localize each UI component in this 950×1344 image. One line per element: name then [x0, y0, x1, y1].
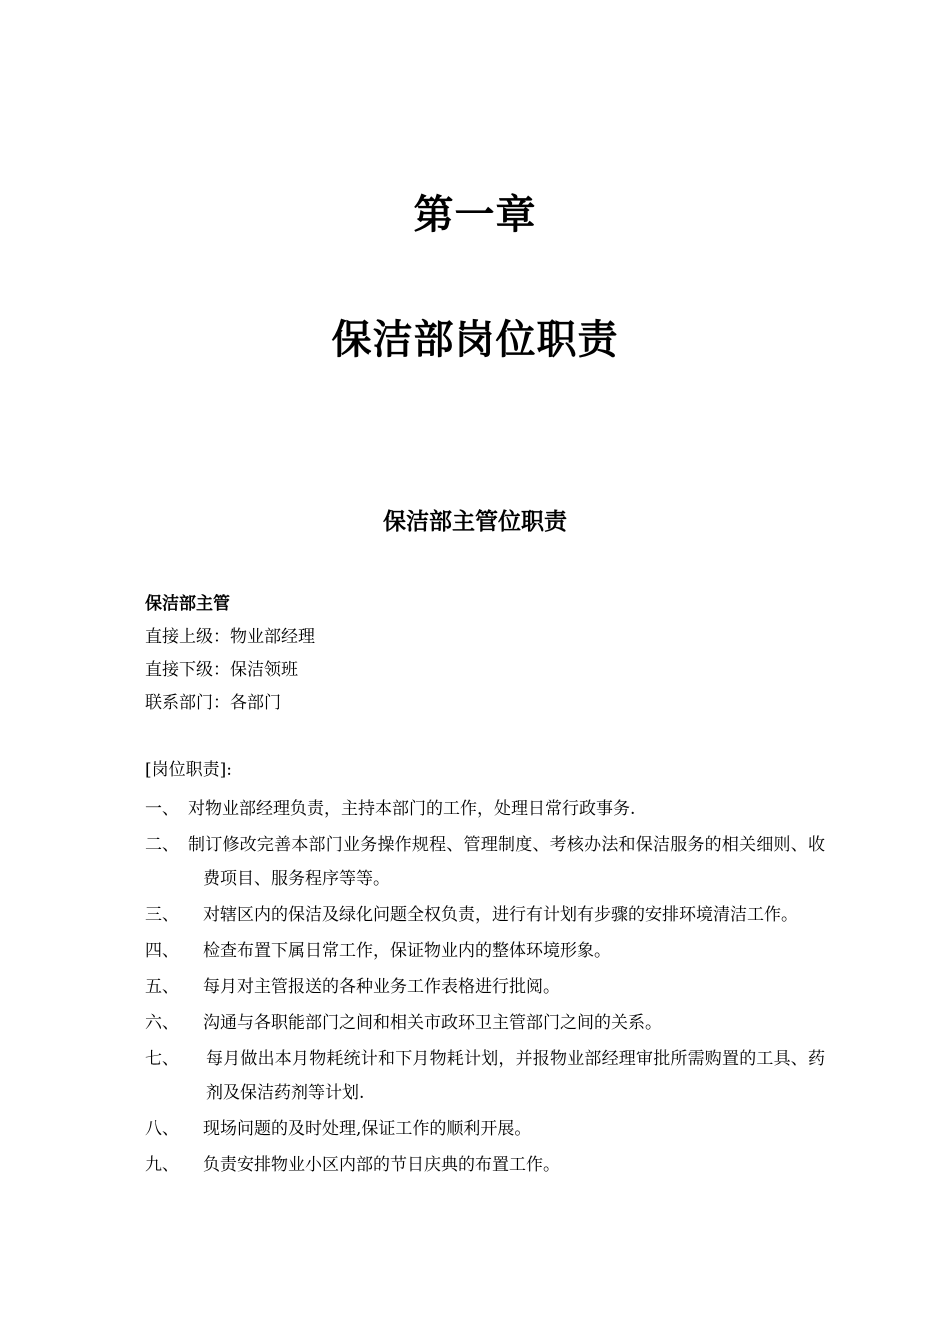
duties-list — [145, 792, 825, 1184]
duty-number: 九、 — [145, 1155, 179, 1175]
duty-number: 三、 — [145, 905, 179, 925]
duty-item — [145, 934, 825, 968]
duty-text: 沟通与各职能部门之间和相关市政环卫主管部门之间的关系。 — [203, 1013, 662, 1033]
duty-text: 对辖区内的保洁及绿化问题全权负责，进行有计划有步骤的安排环境清洁工作。 — [203, 905, 798, 925]
duty-text: 每月对主管报送的各种业务工作表格进行批阅。 — [203, 977, 560, 997]
role-info — [145, 588, 825, 720]
duties-heading: [岗位职责]: — [145, 760, 232, 780]
duty-item — [145, 828, 825, 896]
duty-item — [145, 970, 825, 1004]
duty-number: 七、 — [145, 1049, 179, 1069]
duty-number: 五、 — [145, 977, 179, 997]
direct-subordinate: 直接下级：保洁领班 — [145, 660, 298, 680]
liaison-departments: 联系部门：各部门 — [145, 693, 281, 713]
duty-text: 检查布置下属日常工作，保证物业内的整体环境形象。 — [203, 941, 611, 961]
duty-number: 二、 — [145, 835, 179, 855]
direct-superior: 直接上级：物业部经理 — [145, 627, 315, 647]
duty-item — [145, 792, 825, 826]
duty-text: 制订修改完善本部门业务操作规程、管理制度、考核办法和保洁服务的相关细则、收费项目、服务程序等等。 — [188, 835, 825, 889]
duty-item — [145, 898, 825, 932]
duty-text: 对物业部经理负责，主持本部门的工作，处理日常行政事务. — [188, 799, 636, 819]
duty-text: 负责安排物业小区内部的节日庆典的布置工作。 — [203, 1155, 560, 1175]
duty-number: 一、 — [145, 799, 179, 819]
document-title: 保洁部岗位职责 — [331, 317, 619, 363]
duty-item — [145, 1112, 825, 1146]
duty-text: 现场问题的及时处理,保证工作的顺利开展。 — [203, 1119, 532, 1139]
duty-number: 四、 — [145, 941, 179, 961]
duty-text: 每月做出本月物耗统计和下月物耗计划，并报物业部经理审批所需购置的工具、药剂及保洁药剂等计划. — [206, 1049, 825, 1103]
section-title: 保洁部主管位职责 — [383, 509, 567, 535]
duty-item — [145, 1042, 825, 1110]
duty-item — [145, 1148, 825, 1182]
role-name: 保洁部主管 — [145, 594, 230, 614]
duty-number: 六、 — [145, 1013, 179, 1033]
duty-item — [145, 1006, 825, 1040]
duty-number: 八、 — [145, 1119, 179, 1139]
chapter-title: 第一章 — [413, 192, 537, 238]
